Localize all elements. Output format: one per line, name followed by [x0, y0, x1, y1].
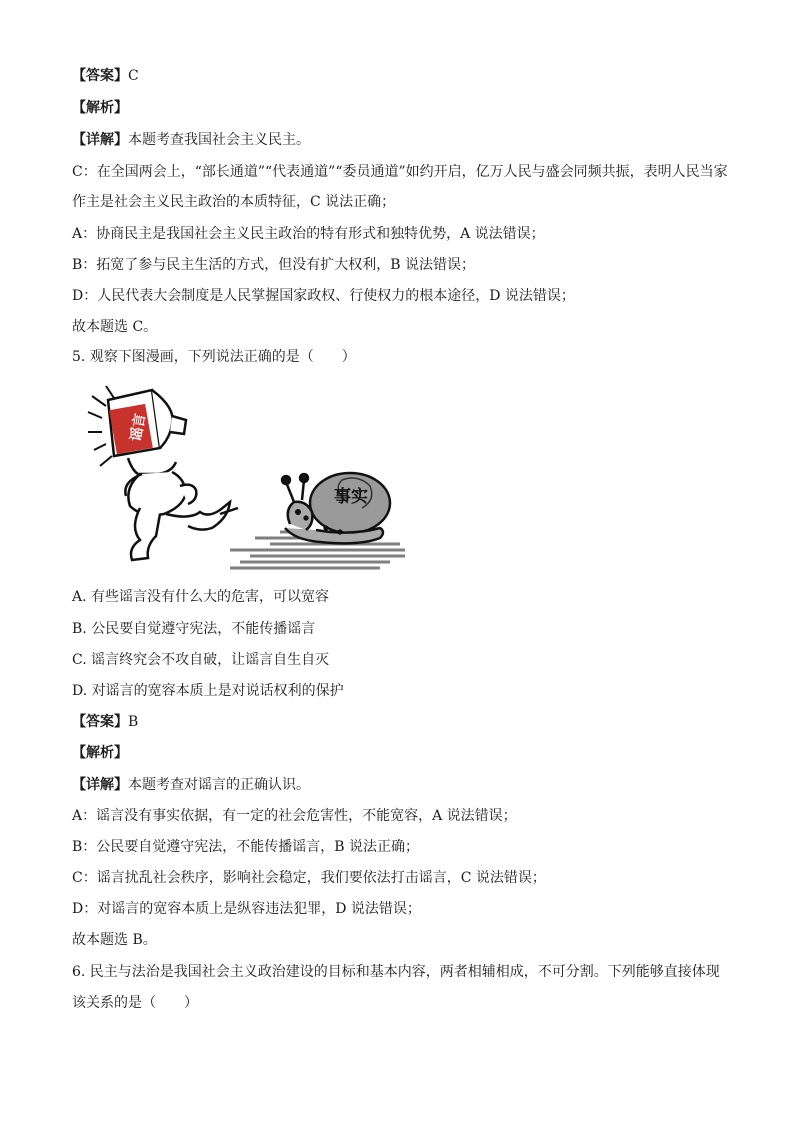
option-c[interactable]: C. 谣言终究会不攻自破，让谣言自生自灭: [72, 652, 330, 668]
question-stem: 5. 观察下图漫画，下列说法正确的是（ ）: [72, 349, 356, 365]
explanation-line: C：在全国两会上，“部长通道”“代表通道”“委员通道”如约开启，亿万人民与盛会同频共振，表明人民当家: [72, 164, 728, 180]
explanation-line: A：谣言没有事实依据，有一定的社会危害性，不能宽容，A 说法错误；: [72, 808, 517, 824]
detail-line-1: [72, 130, 732, 150]
question-stem: 该关系的是（ ）: [72, 995, 198, 1011]
question-stem: 6. 民主与法治是我国社会主义政治建设的目标和基本内容，两者相辅相成，不可分割。下列能够直接体现: [72, 964, 720, 980]
detail-line-2: [72, 775, 732, 795]
option-d[interactable]: D. 对谣言的宽容本质上是对说话权利的保护: [72, 683, 344, 699]
detail-text: 本题考查我国社会主义民主。: [128, 132, 310, 148]
explanation-line: 作主是社会主义民主政治的本质特征，C 说法正确；: [72, 194, 396, 210]
option-a[interactable]: A. 有些谣言没有什么大的危害，可以宽容: [72, 589, 330, 605]
answer-label: 【答案】: [72, 68, 128, 84]
conclusion-line: 故本题选 B。: [72, 932, 157, 948]
answer-line-1: [72, 66, 732, 86]
detail-text: 本题考查对谣言的正确认识。: [128, 777, 310, 793]
answer-line-2: [72, 712, 732, 732]
analysis-label-1: 【解析】: [72, 100, 128, 116]
explanation-line: D：对谣言的宽容本质上是纵容违法犯罪，D 说法错误；: [72, 901, 421, 917]
snail: [282, 473, 390, 543]
cartoon-image: [80, 378, 405, 570]
answer-label: 【答案】: [72, 714, 128, 730]
explanation-line: C：谣言扰乱社会秩序，影响社会稳定，我们要依法打击谣言，C 说法错误；: [72, 870, 546, 886]
analysis-label-2: 【解析】: [72, 745, 128, 761]
explanation-line: A：协商民主是我国社会主义民主政治的特有形式和独特优势，A 说法错误；: [72, 226, 545, 242]
detail-label: 【详解】: [72, 132, 128, 148]
rumor-label: 谣言: [128, 412, 149, 443]
fact-label: 事实: [334, 487, 368, 507]
explanation-line: B：拓宽了参与民主生活的方式，但没有扩大权利，B 说法错误；: [72, 257, 476, 273]
explanation-line: B：公民要自觉遵守宪法，不能传播谣言，B 说法正确；: [72, 839, 420, 855]
answer-value: B: [128, 714, 139, 730]
running-figure: [125, 458, 238, 560]
detail-label: 【详解】: [72, 777, 128, 793]
conclusion-line: 故本题选 C。: [72, 319, 158, 335]
answer-value: C: [128, 68, 139, 84]
explanation-line: D：人民代表大会制度是人民掌握国家政权、行使权力的根本途径，D 说法错误；: [72, 288, 575, 304]
option-b[interactable]: B. 公民要自觉遵守宪法，不能传播谣言: [72, 621, 316, 637]
